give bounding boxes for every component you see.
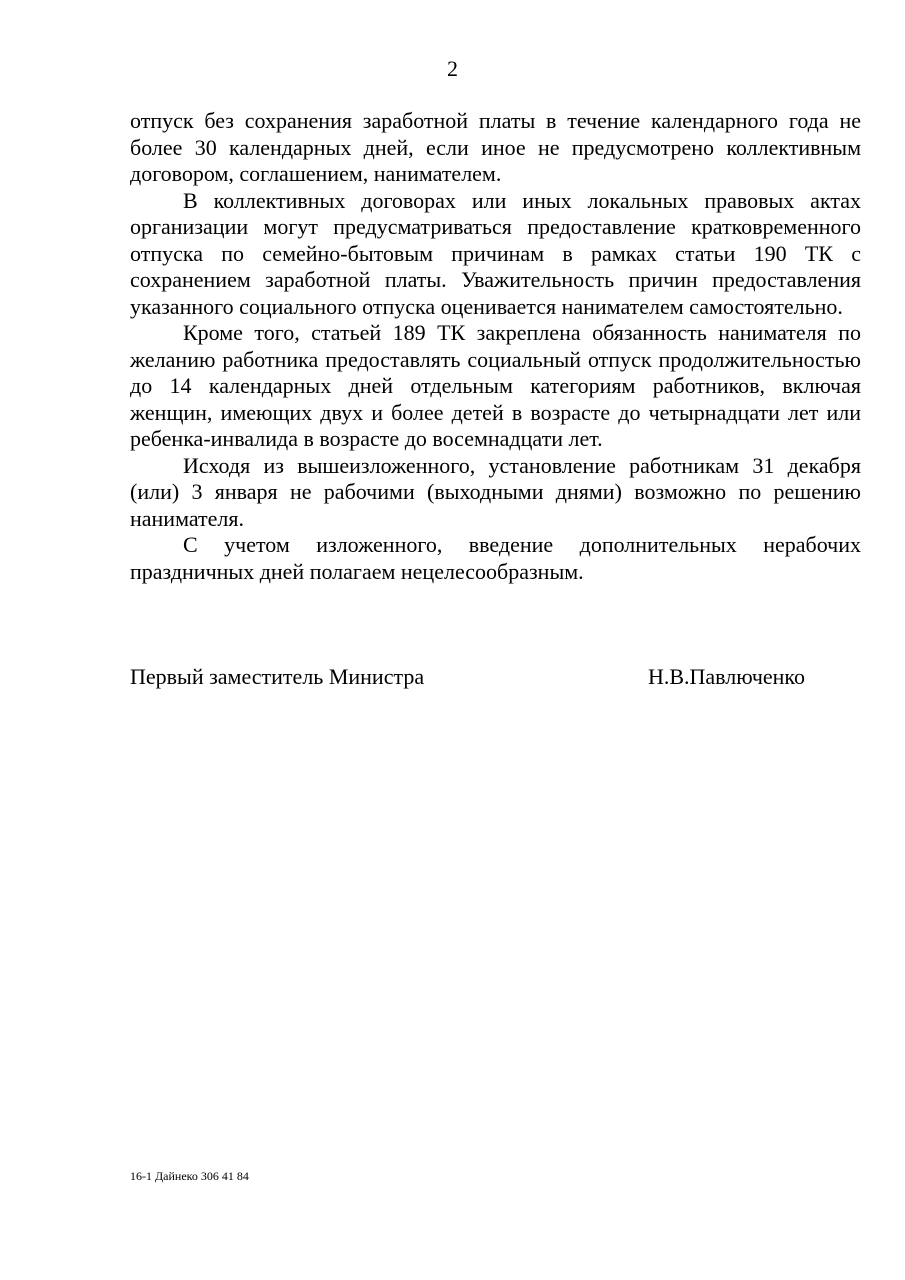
- paragraph-continuation: отпуск без сохранения заработной платы в течение календарного года не более 30 календарных дней, если иное не предусмотрено коллективным договором, соглашением, нанимателем.: [130, 108, 861, 186]
- executor-note: 16-1 Дайнеко 306 41 84: [130, 1169, 249, 1183]
- page-number: 2: [447, 56, 458, 81]
- signatory-name: Н.В.Павлюченко: [647, 664, 805, 689]
- paragraph-collective-agreements: В коллективных договорах или иных локальных правовых актах организации могут предусматриваться предоставление кратковременного отпуска по семейно-бытовым причинам в рамках статьи 190 ТК с сохранением заработной платы. Уважительность причин предоставления указанного социального отпуска оценивается нанимателем самостоятельно.: [130, 187, 861, 319]
- paragraph-article-189: Кроме того, статьей 189 ТК закреплена обязанность нанимателя по желанию работника предоставлять социальный отпуск продолжительностью до 14 календарных дней отдельным категориям работников, включая женщин, имеющих двух и более детей в возрасте до четырнадцати лет или ребенка-инвалида в возрасте до восемнадцати лет.: [130, 320, 861, 451]
- signatory-position: Первый заместитель Министра: [130, 664, 425, 689]
- signature-block: [130, 664, 805, 690]
- paragraph-conclusion-days-off: Исходя из вышеизложенного, установление работникам 31 декабря (или) 3 января не рабочими (выходными днями) возможно по решению нанимателя.: [130, 452, 861, 531]
- paragraph-final-conclusion: С учетом изложенного, введение дополнительных нерабочих праздничных дней полагаем нецелесообразным.: [130, 532, 861, 584]
- document-body: [130, 108, 861, 585]
